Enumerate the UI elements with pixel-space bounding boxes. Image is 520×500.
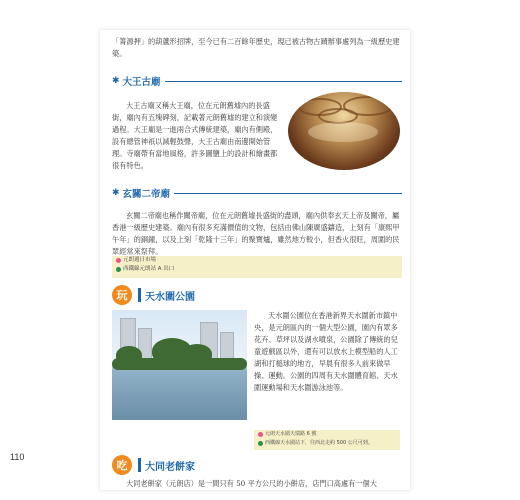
play-badge-icon: 玩 [112,285,132,305]
park-photo [112,310,247,420]
cake-category-header [112,454,312,476]
cake-paragraph: 大同老餅家（元朗店）是一間只有 50 平方公尺的小餅店，店門口高處有一個大 [126,479,377,488]
eat-badge-icon: 吃 [112,455,132,475]
temple-title: 大王古廟 [122,77,161,88]
info-line: 元朗天水圍天瑞路 6 號 [254,430,400,439]
park-title: 天水圍公園 [145,291,195,303]
temple-incense-photo [288,92,400,170]
xuanguan-section-header [112,186,402,200]
location-pin-icon [116,258,121,263]
info-line: 西鐵線天水圍站下，往西北走約 500 公尺可到。 [254,439,400,448]
info-line: 西鐵線元朗站 A 出口 [112,265,402,274]
asterisk-icon: ✱ [112,76,120,86]
train-icon [116,267,121,272]
xuanguan-paragraph: 玄關二帝廟也稱作關帝廟，位在元朗舊墟長盛街的盡頭，廟內供奉玄天上帝及關帝，屬香港一級歷史建築。廟內有很多充滿價值的文物，包括由佛山陳廣盛鑄造，上刻有「康熙甲午年」的銅鐘，以及上刻「乾隆十三年」的聚寶爐，雖然地方較小，但香火很旺，周圍的民眾經常來祭拜。 [112,211,400,256]
info-line: 元朗週日市場 [112,256,402,265]
xuanguan-info-box [112,256,402,278]
asterisk-icon: ✱ [112,188,120,198]
park-paragraph: 天水圍公園位在香港新界天水圍新市鎮中央，是元朗區內的一個大型公園，園內有眾多花卉、草坪以及湖水噴泉，公園除了傳統的兒童遊戲區以外，還有可以放水上模型船的人工湖和打槌球的地方，早晨有很多人前來做早操、運動。公園的四周有天水圍體育館、天水圍運動場和天水圍游泳池等。 [254,311,398,392]
train-icon [258,441,263,446]
intro-paragraph: 「箐源押」的葫蘆形招牌，至今已有二百餘年歷史，現已被古物古蹟辦事處列為一級歷史建築。 [112,37,400,58]
page-number: 110 [10,452,25,462]
book-page [100,30,410,490]
cake-title: 大同老餅家 [145,461,195,473]
location-pin-icon [258,432,263,437]
temple-paragraph: 大王古廟又稱大王廟，位在元朗舊墟內的長盛街，廟內有五塊碑刻，記載著元朗舊墟的建立和演變過程。大王廟是一進兩合式傳統建築，廟內有側殿，設有總管神祇以減輕鼓聲，大王古廟由南邊開始管理。寺廟帶有當地風格，許多圖鹽上的設計和繪畫都很有特色。 [112,101,278,170]
park-info-box [254,430,400,450]
temple-section-header [112,74,402,88]
park-category-header [112,284,312,306]
xuanguan-title: 玄關二帝廟 [122,189,171,200]
divider [174,193,402,194]
divider [165,81,402,82]
